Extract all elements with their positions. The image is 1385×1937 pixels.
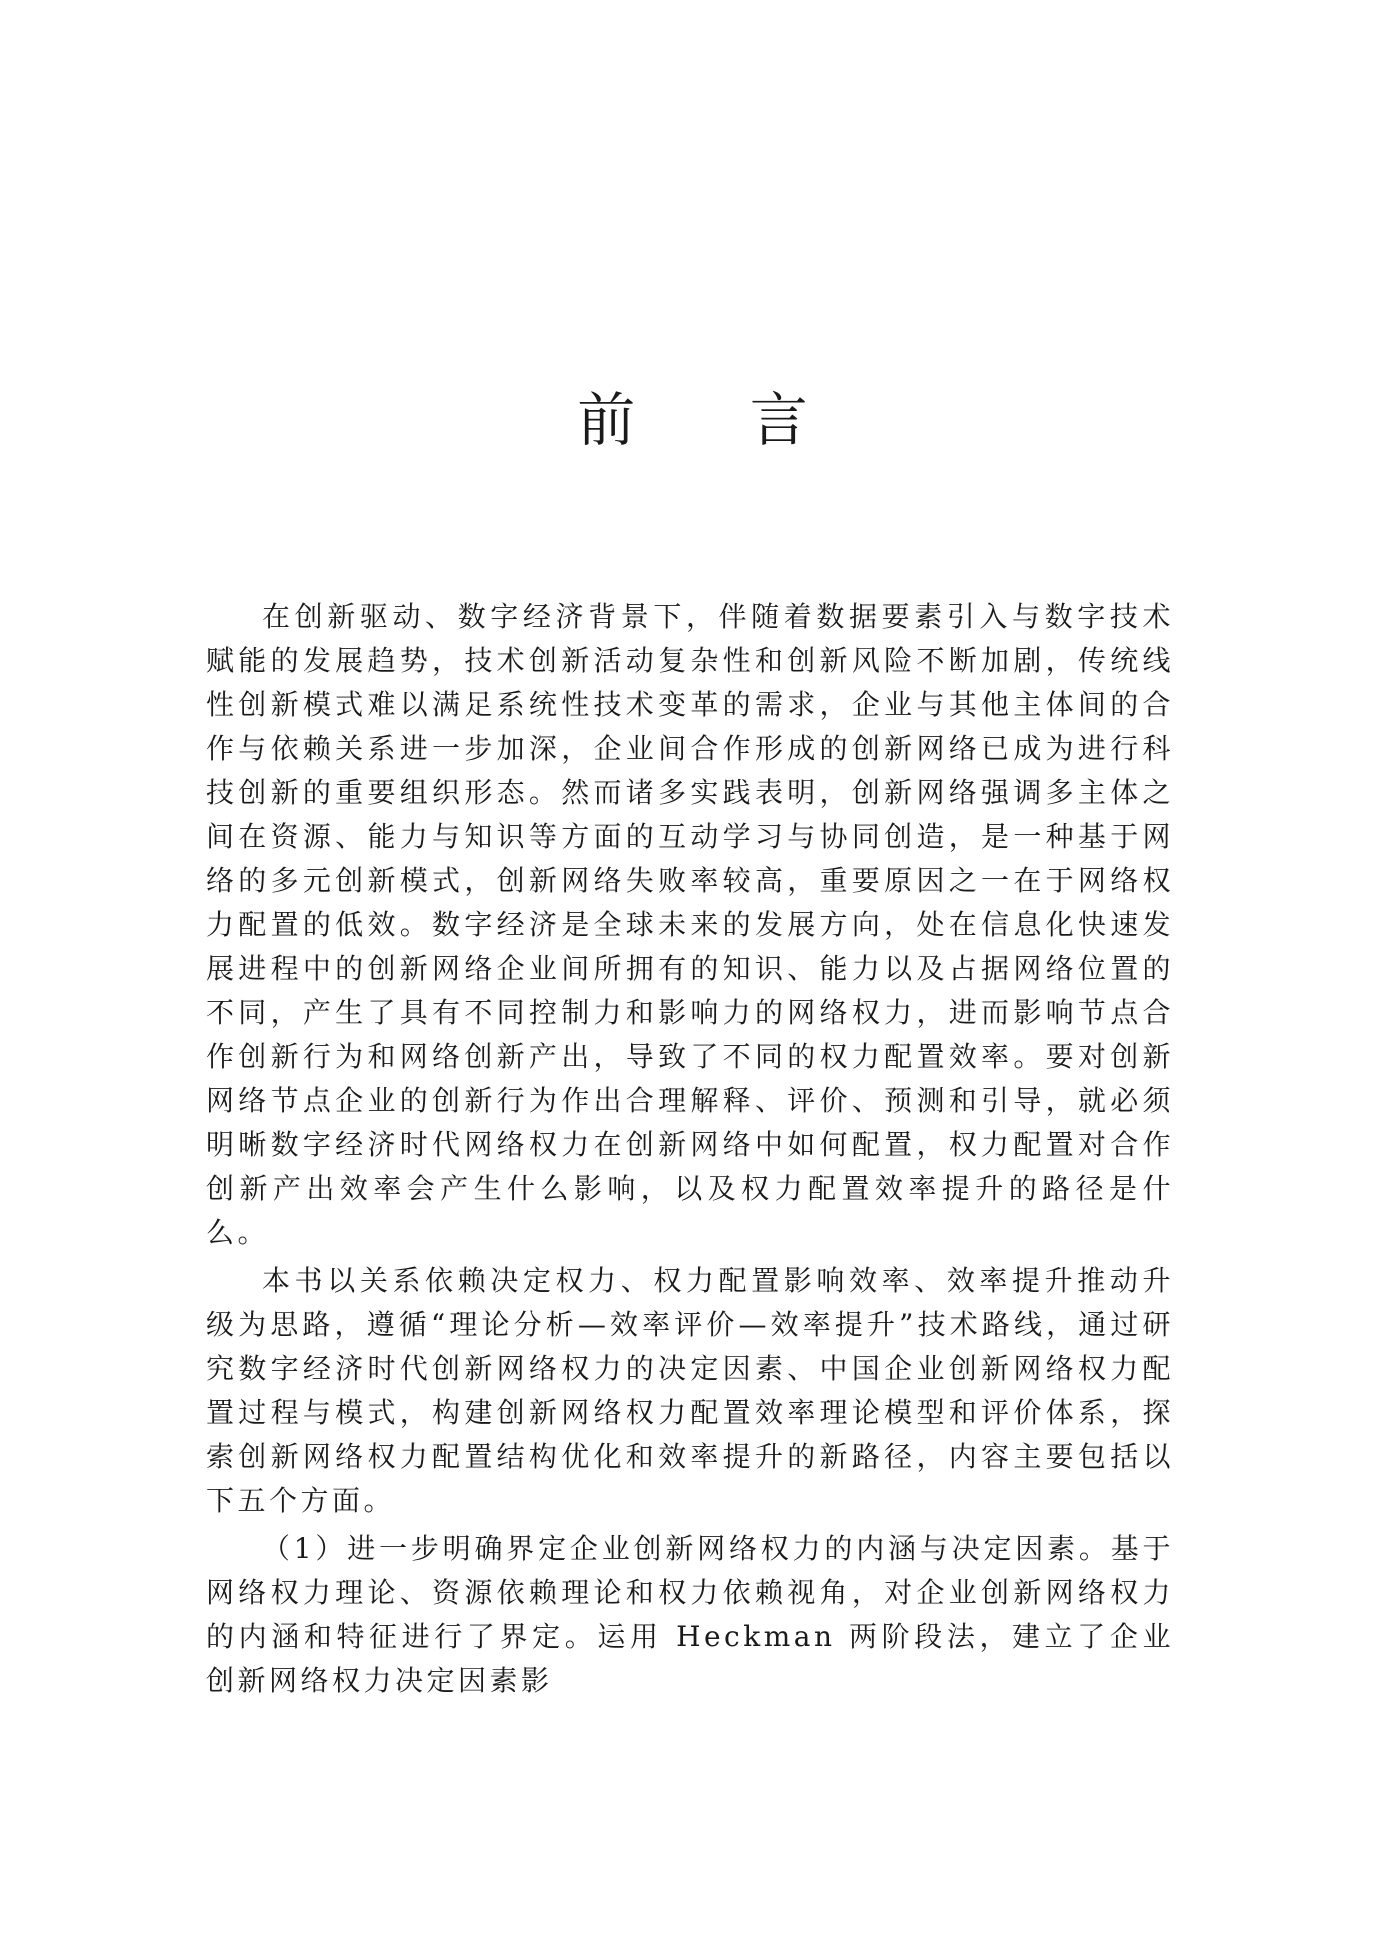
paragraph-2: 本书以关系依赖决定权力、权力配置影响效率、效率提升推动升级为思路，遵循“理论分析—效率评价—效率提升”技术路线，通过研究数字经济时代创新网络权力的决定因素、中国企业创新网络权力配置过程与模式，构建创新网络权力配置效率理论模型和评价体系，探索创新网络权力配置结构优化和效率提升的新路径，内容主要包括以下五个方面。 bbox=[206, 1264, 1174, 1517]
body-text bbox=[206, 595, 1174, 1707]
paragraph-1: 在创新驱动、数字经济背景下，伴随着数据要素引入与数字技术赋能的发展趋势，技术创新活动复杂性和创新风险不断加剧，传统线性创新模式难以满足系统性技术变革的需求，企业与其他主体间的合作与依赖关系进一步加深，企业间合作形成的创新网络已成为进行科技创新的重要组织形态。然而诸多实践表明，创新网络强调多主体之间在资源、能力与知识等方面的互动学习与协同创造，是一种基于网络的多元创新模式，创新网络失败率较高，重要原因之一在于网络权力配置的低效。数字经济是全球未来的发展方向，处在信息化快速发展进程中的创新网络企业间所拥有的知识、能力以及占据网络位置的不同，产生了具有不同控制力和影响力的网络权力，进而影响节点合作创新行为和网络创新产出，导致了不同的权力配置效率。要对创新网络节点企业的创新行为作出合理解释、评价、预测和引导，就必须明晰数字经济时代网络权力在创新网络中如何配置，权力配置对合作创新产出效率会产生什么影响，以及权力配置效率提升的路径是什么。 bbox=[206, 600, 1174, 1249]
paragraph-3: （1）进一步明确界定企业创新网络权力的内涵与决定因素。基于网络权力理论、资源依赖理论和权力依赖视角，对企业创新网络权力的内涵和特征进行了界定。运用 Heckman 两阶段法，建立了企业创新网络权力决定因素影 bbox=[206, 1532, 1174, 1697]
page-title: 前 言 bbox=[577, 386, 856, 454]
